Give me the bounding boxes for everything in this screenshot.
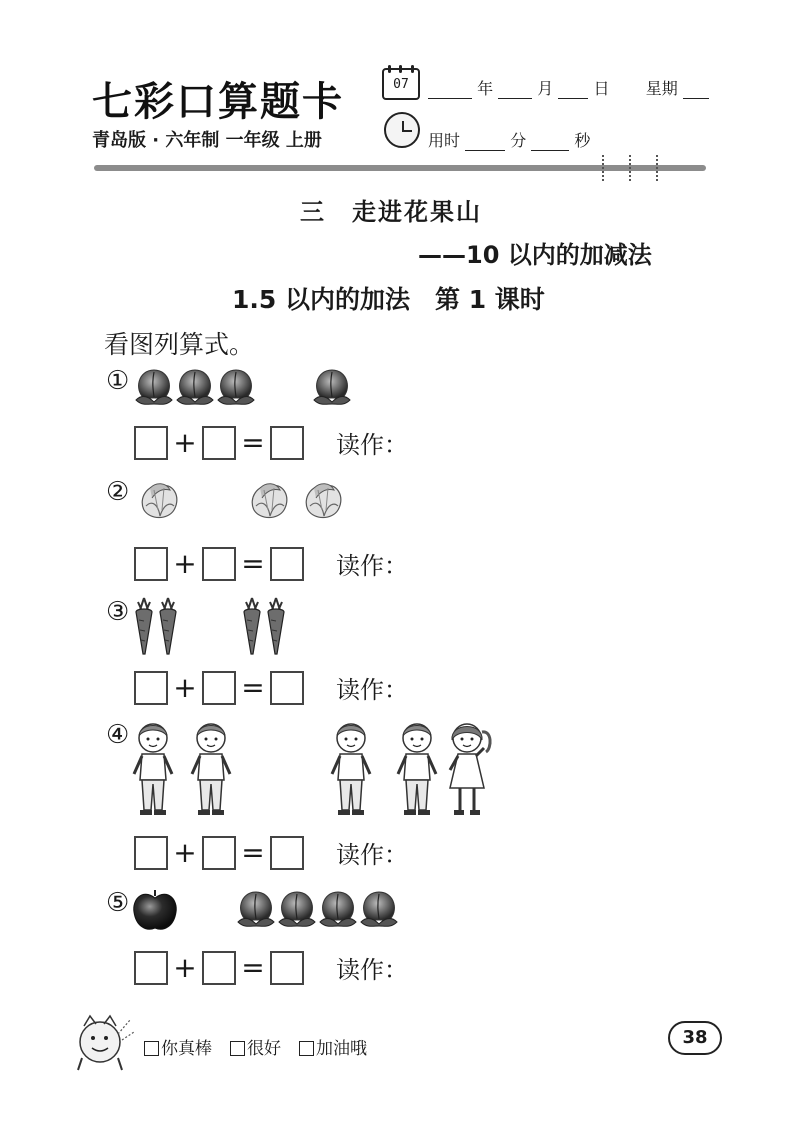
page-number: 38 <box>668 1021 722 1055</box>
problem-5-label: ⑤ <box>106 888 130 918</box>
edition-label: 青岛版 · 六年制 一年级 上册 <box>92 130 322 151</box>
carrot-icon <box>160 598 176 654</box>
read-label: 读作： <box>336 676 408 704</box>
brand-title: 七彩口算题卡 <box>92 78 344 125</box>
checkbox-icon[interactable] <box>144 1041 159 1056</box>
plus-sign: + <box>173 546 197 580</box>
problem-3-picture <box>132 596 302 656</box>
equals-sign: = <box>241 546 265 580</box>
child-icon <box>332 724 370 815</box>
date-fields <box>428 76 709 99</box>
cabbage-icon <box>252 484 287 518</box>
answer-box[interactable] <box>270 426 304 460</box>
read-label: 读作： <box>336 431 408 459</box>
peach-icon <box>279 892 315 926</box>
carrot-icon <box>268 598 284 654</box>
cabbage-icon <box>306 484 341 518</box>
seconds-label: 秒 <box>574 131 591 150</box>
plus-sign: + <box>173 670 197 704</box>
answer-box[interactable] <box>202 426 236 460</box>
peach-icon <box>361 892 397 926</box>
answer-box[interactable] <box>270 671 304 705</box>
answer-box[interactable] <box>134 426 168 460</box>
problem-2-picture <box>134 476 364 530</box>
peach-icon <box>320 892 356 926</box>
problem-1-equation <box>134 425 408 460</box>
plus-sign: + <box>173 835 197 869</box>
day-blank[interactable] <box>558 81 588 99</box>
rating-options <box>144 1034 367 1059</box>
answer-box[interactable] <box>134 836 168 870</box>
equals-sign: = <box>241 835 265 869</box>
year-blank[interactable] <box>428 81 472 99</box>
answer-box[interactable] <box>270 547 304 581</box>
problem-4-equation <box>134 835 408 870</box>
child-icon <box>398 724 436 815</box>
rating-good[interactable] <box>230 1034 281 1059</box>
problem-5-picture <box>130 884 420 934</box>
time-used-label: 用时 <box>428 131 461 150</box>
year-label: 年 <box>477 79 494 98</box>
peach-icon <box>177 370 213 404</box>
child-icon <box>192 724 230 815</box>
month-label: 月 <box>537 79 554 98</box>
answer-box[interactable] <box>202 836 236 870</box>
answer-box[interactable] <box>202 547 236 581</box>
instruction-text: 看图列算式。 <box>104 330 255 359</box>
carrot-icon <box>244 598 260 654</box>
answer-box[interactable] <box>134 951 168 985</box>
problem-1-picture <box>132 364 362 410</box>
day-label: 日 <box>593 79 610 98</box>
problem-2-label: ② <box>106 477 130 507</box>
peach-icon <box>218 370 254 404</box>
unit-subtitle: ——10 以内的加减法 <box>418 241 652 269</box>
problem-4-picture <box>128 718 508 818</box>
clock-icon <box>384 112 420 148</box>
problem-4-label: ④ <box>106 720 130 750</box>
read-label: 读作： <box>336 956 408 984</box>
answer-box[interactable] <box>270 836 304 870</box>
mascot-icon <box>70 1010 136 1074</box>
peach-icon <box>136 370 172 404</box>
weekday-label: 星期 <box>645 79 678 98</box>
answer-box[interactable] <box>134 547 168 581</box>
child-icon <box>450 724 490 815</box>
rating-good-label: 很好 <box>247 1039 281 1059</box>
problem-3-label: ③ <box>106 597 130 627</box>
cabbage-icon <box>142 484 177 518</box>
peach-icon <box>238 892 274 926</box>
plus-sign: + <box>173 425 197 459</box>
problem-1-label: ① <box>106 366 130 396</box>
checkbox-icon[interactable] <box>230 1041 245 1056</box>
calendar-day: 07 <box>393 77 409 92</box>
checkbox-icon[interactable] <box>299 1041 314 1056</box>
apple-icon <box>134 890 177 929</box>
rating-keep-going-label: 加油哦 <box>316 1039 367 1059</box>
minutes-blank[interactable] <box>465 133 505 151</box>
lesson-title: 1.5 以内的加法 第 1 课时 <box>232 285 545 314</box>
plus-sign: + <box>173 950 197 984</box>
answer-box[interactable] <box>202 671 236 705</box>
child-icon <box>134 724 172 815</box>
weekday-blank[interactable] <box>683 81 709 99</box>
answer-box[interactable] <box>134 671 168 705</box>
answer-box[interactable] <box>202 951 236 985</box>
peach-icon <box>314 370 350 404</box>
calendar-icon <box>382 68 420 100</box>
problem-2-equation <box>134 546 408 581</box>
read-label: 读作： <box>336 841 408 869</box>
equals-sign: = <box>241 425 265 459</box>
equals-sign: = <box>241 670 265 704</box>
rating-great[interactable] <box>144 1034 212 1059</box>
problem-3-equation <box>134 670 408 705</box>
seconds-blank[interactable] <box>531 133 569 151</box>
equals-sign: = <box>241 950 265 984</box>
rating-keep-going[interactable] <box>299 1034 367 1059</box>
minutes-label: 分 <box>510 131 527 150</box>
carrot-icon <box>136 598 152 654</box>
unit-title: 三 走进花果山 <box>300 198 482 226</box>
binder-pins <box>602 155 661 181</box>
rating-great-label: 你真棒 <box>161 1039 212 1059</box>
read-label: 读作： <box>336 552 408 580</box>
answer-box[interactable] <box>270 951 304 985</box>
month-blank[interactable] <box>498 81 532 99</box>
problem-5-equation <box>134 950 408 985</box>
time-fields <box>428 128 590 151</box>
